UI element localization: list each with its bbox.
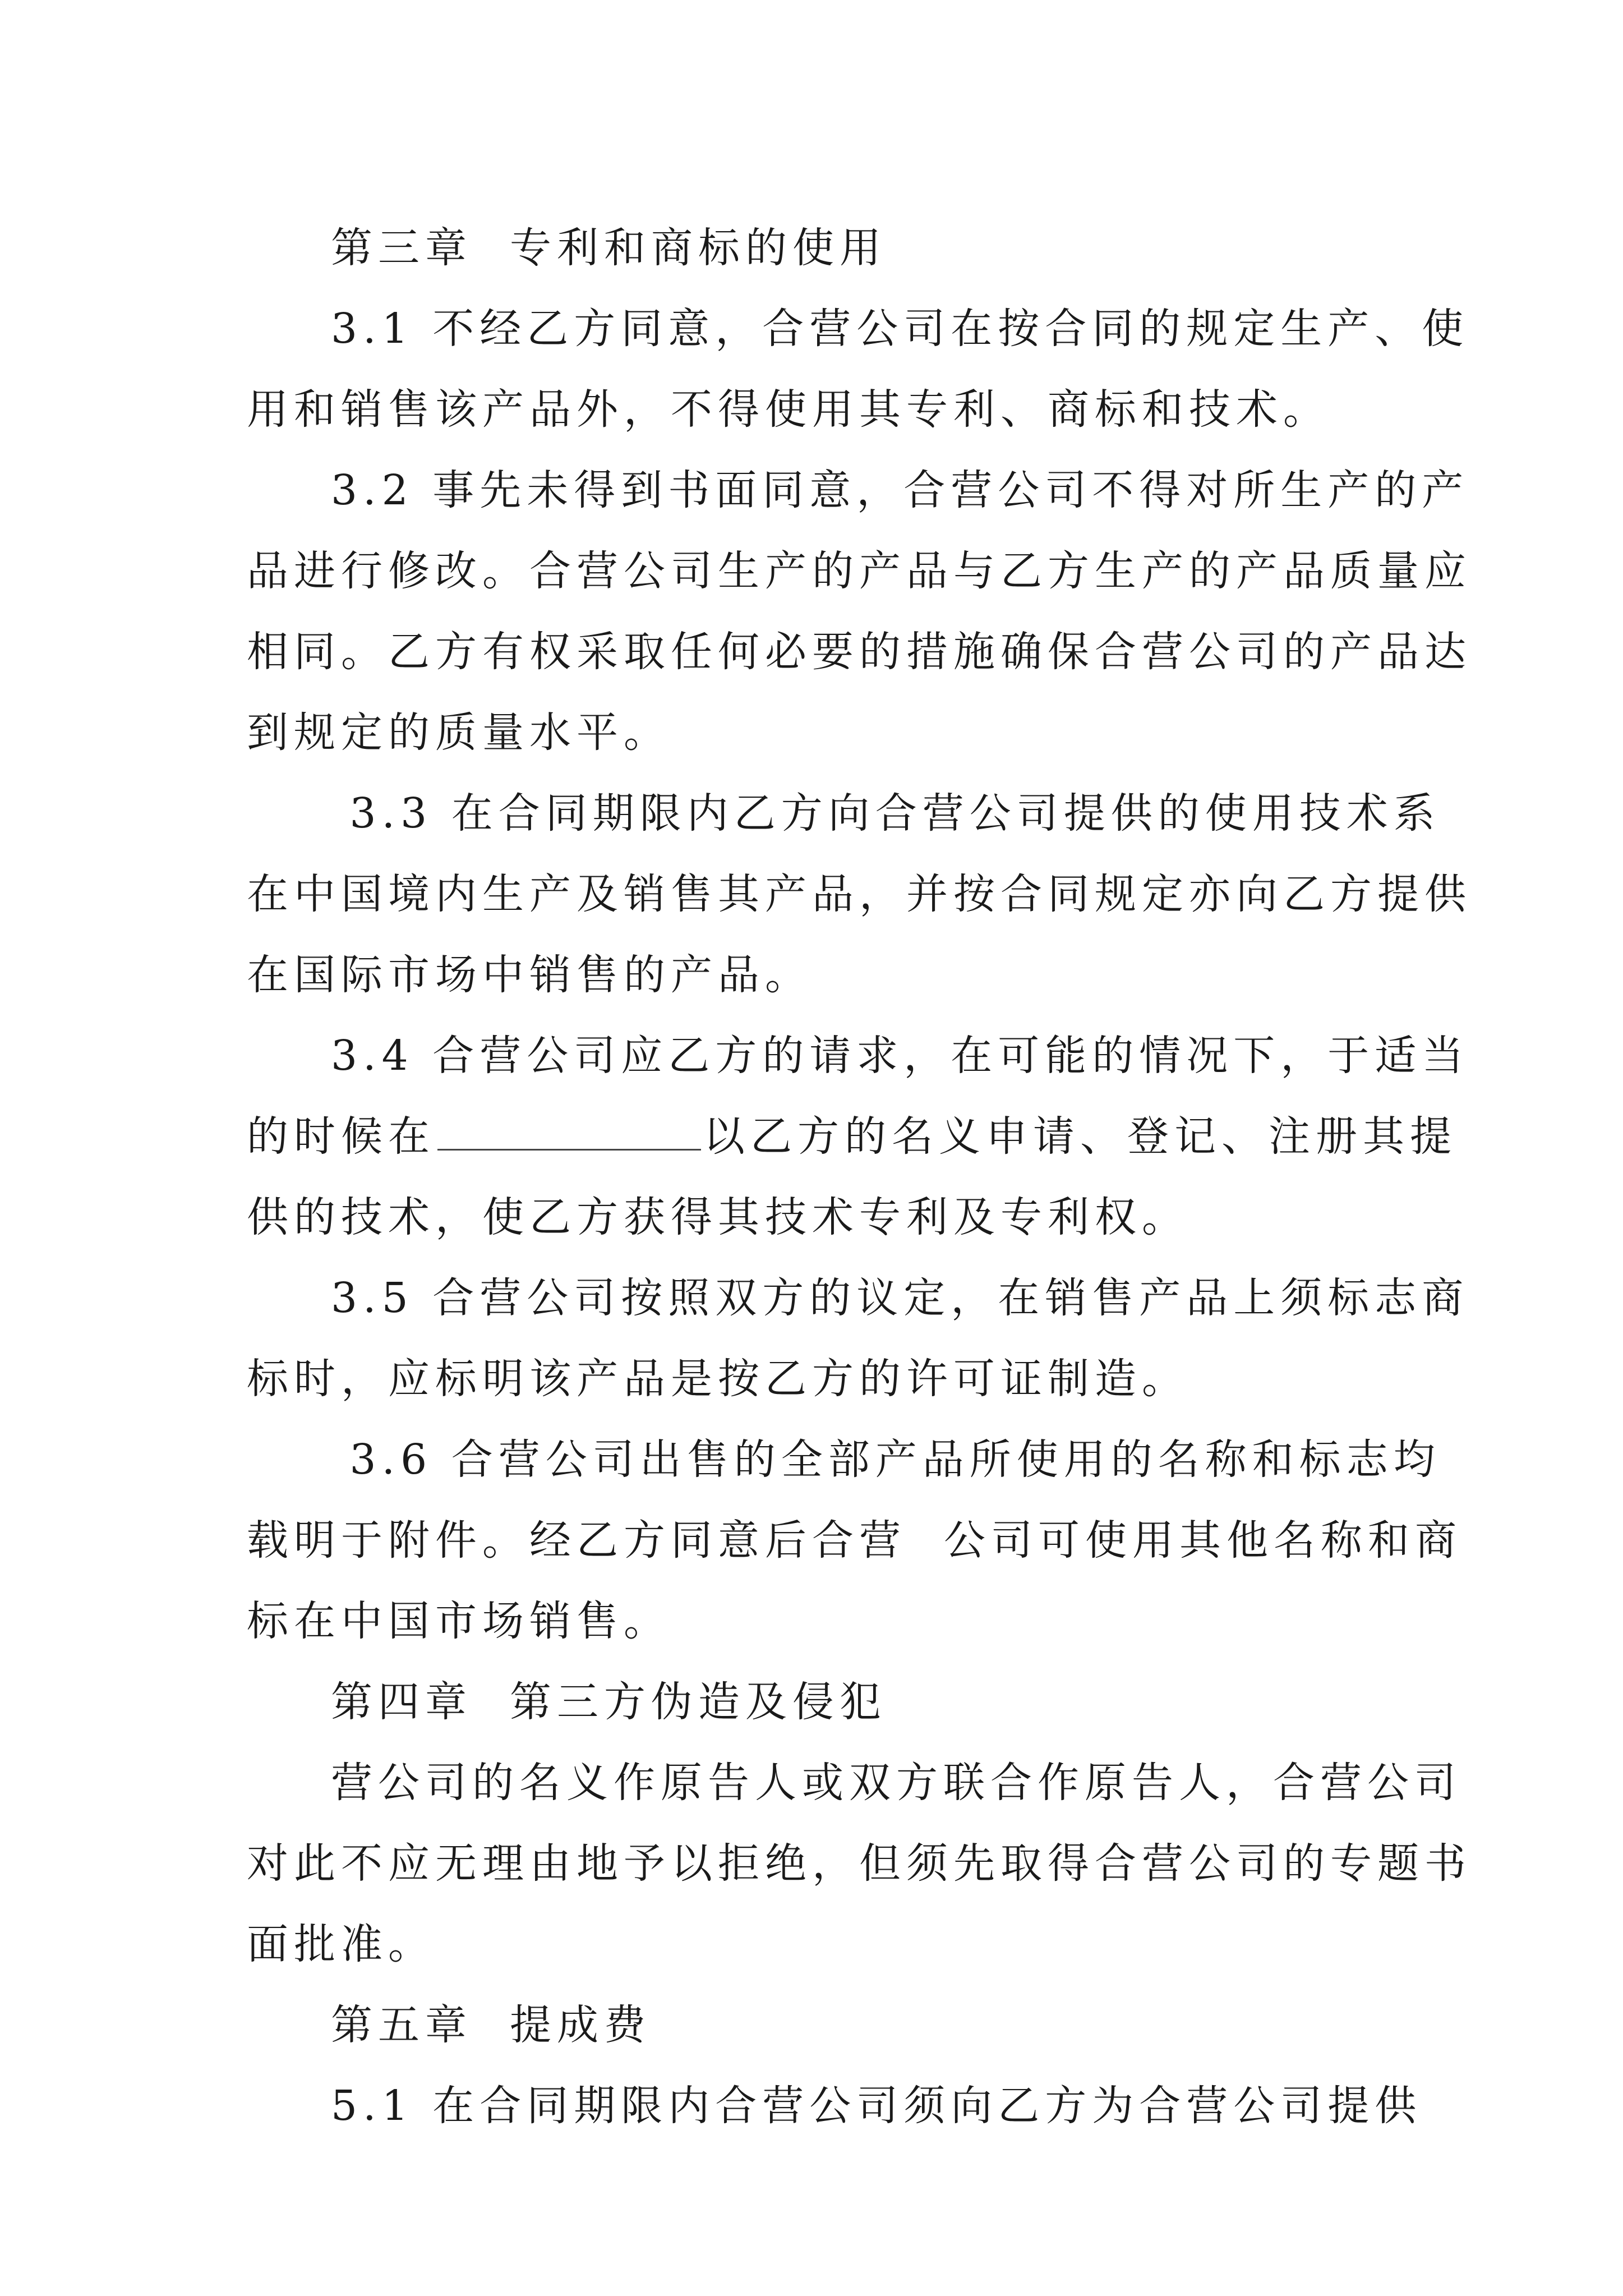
clause-3-3-line-1: 3.3 在合同期限内乙方向合营公司提供的使用技术系 xyxy=(331,789,1441,838)
clause-3-2-line-3: 相同。乙方有权采取任何必要的措施确保合营公司的产品达 xyxy=(247,628,1472,676)
clause-3-6-line-1: 3.6 合营公司出售的全部产品所使用的名称和标志均 xyxy=(331,1435,1441,1484)
fill-in-blank xyxy=(437,1107,701,1151)
clause-3-2-line-4: 到规定的质量水平。 xyxy=(247,708,671,757)
chapter-4-para-line-3: 面批准。 xyxy=(247,1920,435,1968)
clause-3-1-line-2: 用和销售该产品外，不得使用其专利、商标和技术。 xyxy=(247,385,1330,434)
chapter-4-para-line-2: 对此不应无理由地予以拒绝，但须先取得合营公司的专题书 xyxy=(247,1839,1472,1888)
chapter-3-title: 第三章 专利和商标的使用 xyxy=(331,224,887,272)
clause-3-2-line-1: 3.2 事先未得到书面同意，合营公司不得对所生产的产 xyxy=(331,466,1469,514)
clause-5-1-line-1: 5.1 在合同期限内合营公司须向乙方为合营公司提供 xyxy=(331,2082,1422,2130)
document-body xyxy=(247,208,1472,2146)
clause-3-1-line-1: 3.1 不经乙方同意，合营公司在按合同的规定生产、使 xyxy=(331,305,1469,353)
clause-3-4-line-2-start: 的时候在 xyxy=(247,1112,435,1161)
clause-3-4-line-2 xyxy=(247,1096,1457,1177)
clause-3-5-line-1: 3.5 合营公司按照双方的议定，在销售产品上须标志商 xyxy=(331,1274,1469,1322)
clause-3-4-line-3: 供的技术，使乙方获得其技术专利及专利权。 xyxy=(247,1193,1189,1241)
chapter-4-title: 第四章 第三方伪造及侵犯 xyxy=(331,1678,887,1726)
clause-3-4-line-2-end: 以乙方的名义申请、登记、注册其提 xyxy=(703,1112,1457,1161)
chapter-4-para-line-1: 营公司的名义作原告人或双方联合作原告人，合营公司 xyxy=(331,1759,1461,1807)
chapter-5-title: 第五章 提成费 xyxy=(331,2001,652,2049)
clause-3-3-line-2: 在中国境内生产及销售其产品，并按合同规定亦向乙方提供 xyxy=(247,870,1472,918)
clause-3-2-line-2: 品进行修改。合营公司生产的产品与乙方生产的产品质量应 xyxy=(247,547,1472,595)
clause-3-3-line-3: 在国际市场中销售的产品。 xyxy=(247,951,812,999)
clause-3-5-line-2: 标时，应标明该产品是按乙方的许可证制造。 xyxy=(247,1355,1189,1403)
clause-3-6-line-2: 载明于附件。经乙方同意后合营 公司可使用其他名称和商 xyxy=(247,1516,1463,1565)
clause-3-4-line-1: 3.4 合营公司应乙方的请求，在可能的情况下，于适当 xyxy=(331,1032,1469,1080)
clause-3-6-line-3: 标在中国市场销售。 xyxy=(247,1597,671,1645)
